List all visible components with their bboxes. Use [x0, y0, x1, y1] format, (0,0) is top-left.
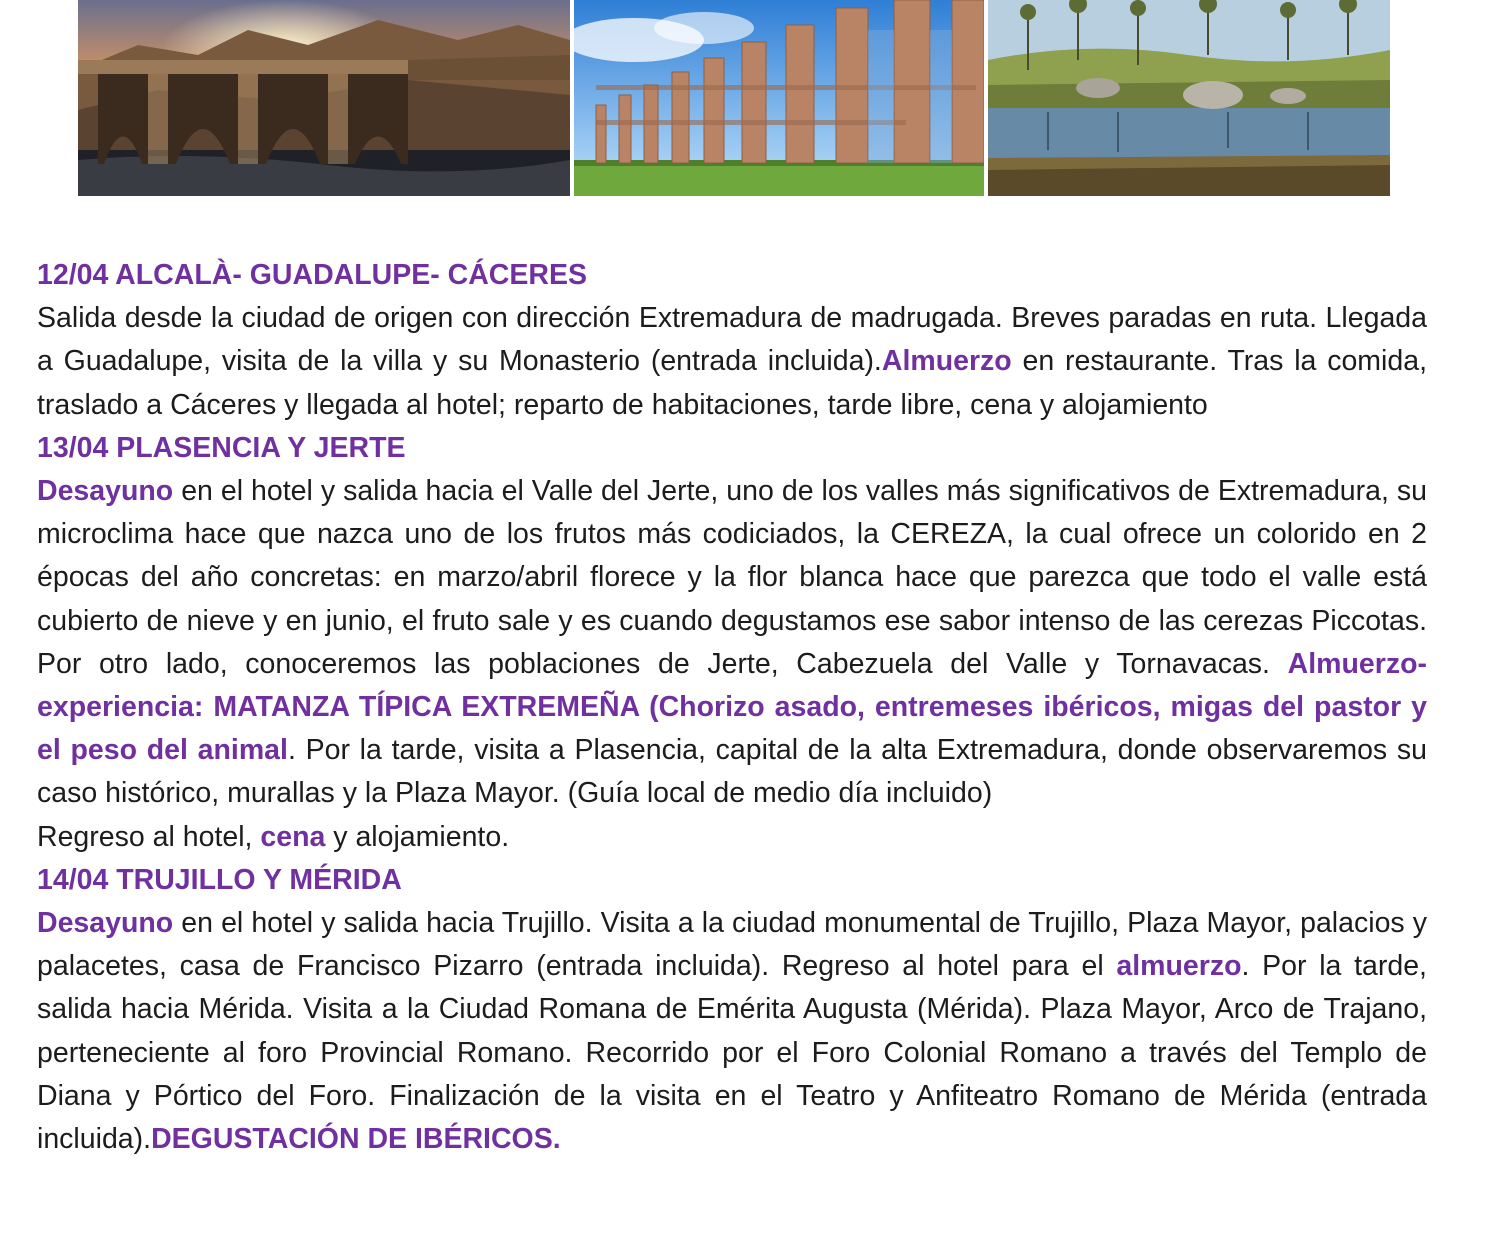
day-1-title: 12/04 ALCALÀ- GUADALUPE- CÁCERES: [37, 259, 588, 291]
day-2-return-text-2: y alojamiento.: [325, 820, 510, 853]
day-3-text-2: . Por la tarde, salida hacia Mérida. Visita a la Ciudad Romana de Emérita Augusta (Mérida). Plaza Mayor, Arco de Trajano, perteneciente al foro Provincial Romano. Recorrido por el Foro Colonial Romano a través del Templo de Diana y Pórtico del Foro. Finalización de la visita en el Teatro y Anfiteatro Romano de Mérida (entrada incluida).: [37, 950, 1427, 1156]
day-3-title: 14/04 TRUJILLO Y MÉRIDA: [37, 863, 402, 896]
day-2-highlight-dinner: cena: [260, 820, 326, 853]
header-photo-strip: [78, 0, 1390, 196]
day-3-description: [37, 902, 1427, 1161]
day-1-highlight-lunch: Almuerzo: [881, 345, 1012, 378]
day-2-return-text-1: Regreso al hotel,: [37, 820, 261, 853]
day-2-text-2: . Por la tarde, visita a Plasencia, capital de la alta Extremadura, donde observaremos su caso histórico, murallas y la Plaza Mayor. (Guía local de medio día incluido): [37, 734, 1427, 810]
day-3-text-1: en el hotel y salida hacia Trujillo. Visita a la ciudad monumental de Trujillo, Plaza Mayor, palacios y palacetes, casa de Francisco Pizarro (entrada incluida). Regreso al hotel para el: [37, 907, 1427, 983]
stone-bridge-sunset-photo: [78, 0, 570, 196]
day-1-text-2: en restaurante. Tras la comida, traslado a Cáceres y llegada al hotel; reparto de habitaciones, tarde libre, cena y alojamiento: [37, 345, 1428, 421]
day-1-text-1: Salida desde la ciudad de origen con dirección Extremadura de madrugada. Breves paradas en ruta. Llegada a Guadalupe, visita de la villa y su Monasterio (entrada incluida).: [37, 302, 1427, 378]
day-2-highlight-breakfast: Desayuno: [37, 475, 174, 508]
day-2-return: [37, 816, 1427, 859]
day-3-highlight-breakfast: Desayuno: [37, 907, 174, 940]
roman-aqueduct-photo: [574, 0, 984, 196]
day-1-description: [37, 297, 1427, 427]
day-3-highlight-lunch: almuerzo: [1116, 950, 1242, 983]
dehesa-pond-photo: [988, 0, 1390, 196]
day-2-title: 13/04 PLASENCIA Y JERTE: [37, 431, 406, 464]
day-3-highlight-tasting: DEGUSTACIÓN DE IBÉRICOS.: [151, 1123, 561, 1156]
day-2-text-1: en el hotel y salida hacia el Valle del Jerte, uno de los valles más significativos de Extremadura, su microclima hace que nazca uno de los frutos más codiciados, la CEREZA, la cual ofrece un colorido en 2 épocas del año concretas: en marzo/abril florece y la flor blanca hace que parezca que todo el valle está cubierto de nieve y en junio, el fruto sale y es cuando degustamos ese sabor intenso de las cerezas Piccotas. Por otro lado, conoceremos las poblaciones de Jerte, Cabezuela del Valle y Tornavacas.: [37, 475, 1427, 680]
day-2-description: [37, 470, 1427, 816]
itinerary-content: [37, 254, 1427, 1161]
day-2-highlight-matanza: Almuerzo- experiencia: MATANZA TÍPICA EXTREMEÑA (Chorizo asado, entremeses ibéricos, migas del pastor y el peso del animal: [37, 647, 1427, 767]
